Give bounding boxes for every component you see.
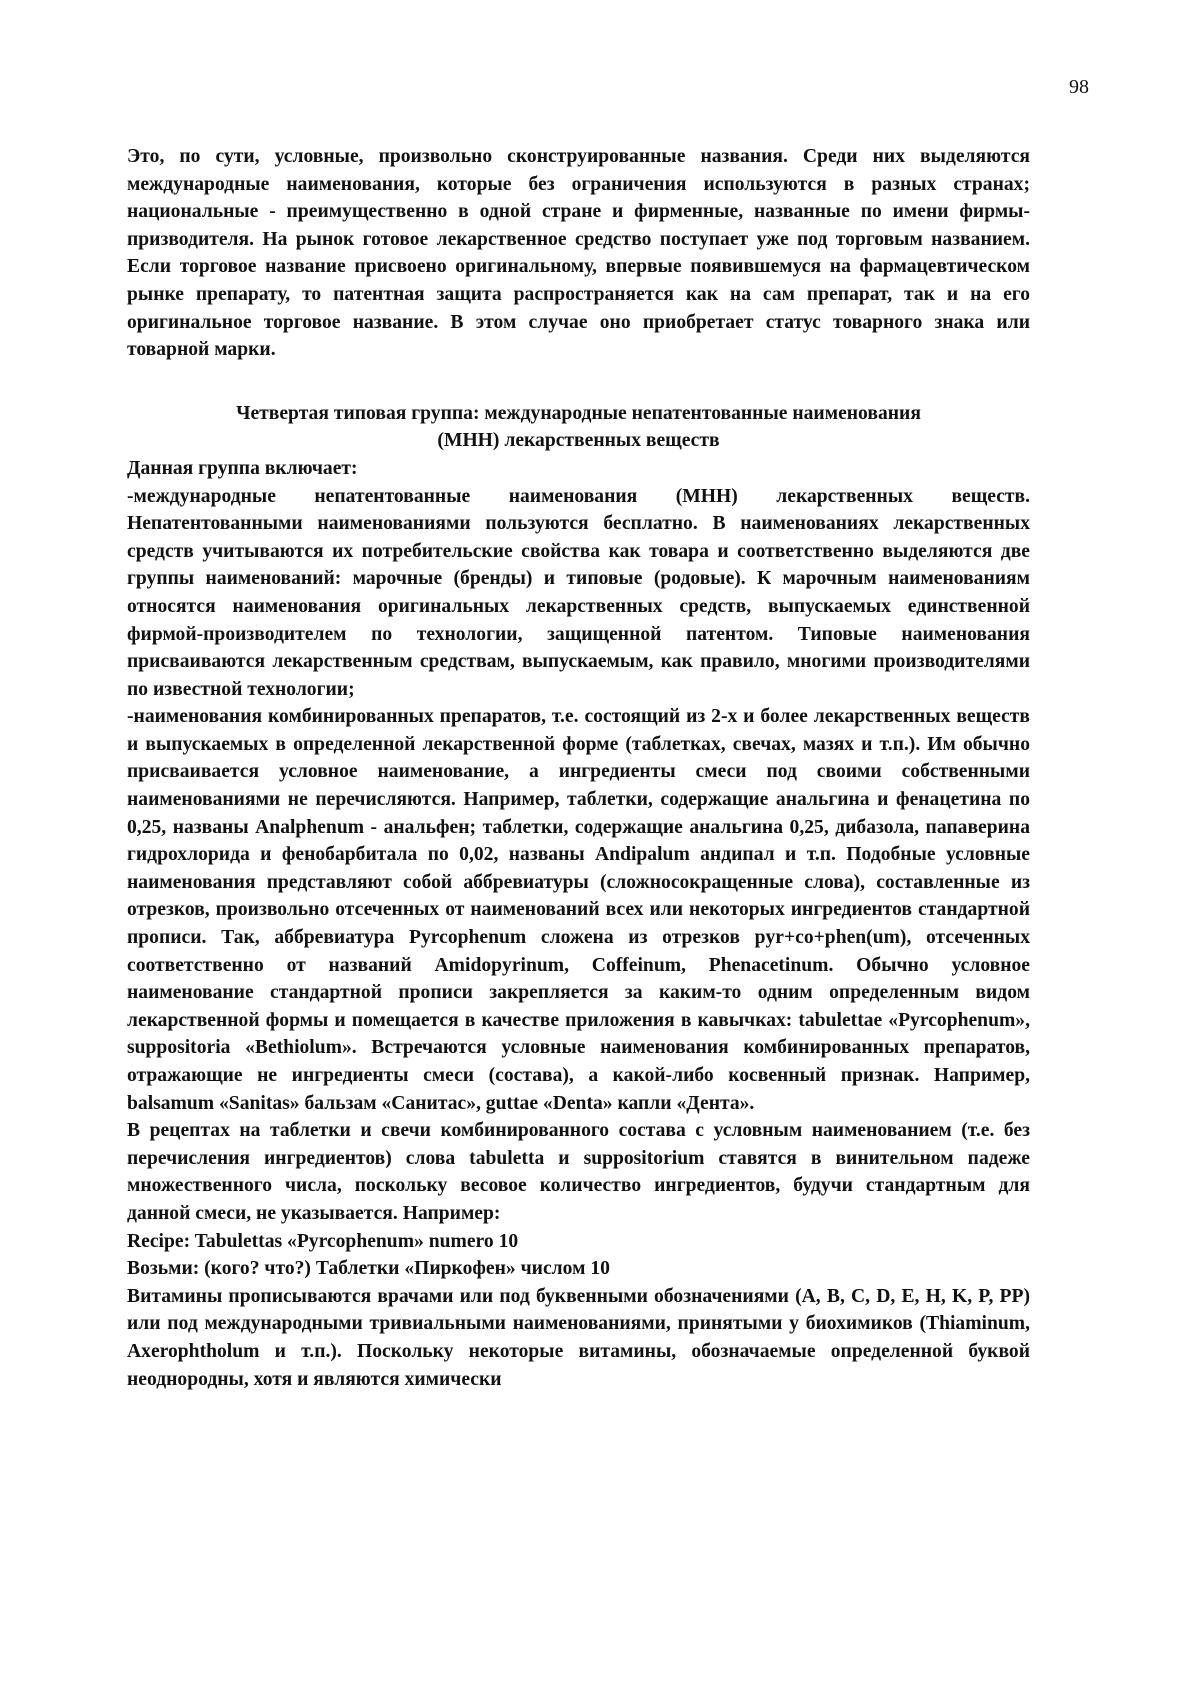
recipe-russian: Возьми: (кого? что?) Таблетки «Пиркофен» числом 10 (127, 1258, 610, 1280)
intro-paragraph: Это, по сути, условные, произвольно сконструированные названия. Среди них выделяются международные наименования, которые без ограничения используются в разных странах; национальные - преимущественно в одной стране и фирменные, названные по имени фирмы-призводителя. На рынок готовое лекарственное средство поступает уже под торговым названием. Если торговое название присвоено оригинальному, впервые появившемуся на фармацевтическом рынке препарату, то патентная защита распространяется как на сам препарат, так и на его оригинальное торговое название. В этом случае оно приобретает статус товарного знака или товарной марки. (127, 146, 1030, 361)
vitamins-paragraph: Витамины прописываются врачами или под буквенными обозначениями (А, В, С, D, E, H, K, P, PP) или под международными тривиальными наименованиями, принятыми у биохимиков (Thiaminum, Axerophtholum и т.п.). Поскольку некоторые витамины, обозначаемые определенной буквой неоднородны, хотя и являются химически (127, 1285, 1030, 1390)
list-item-combined: -наименования комбинированных препаратов, т.е. состоящий из 2-х и более лекарственных веществ и выпускаемых в определенной лекарственной форме (таблетках, свечах, мазях и т.п.). Им обычно присваивается условное наименование, а ингредиенты смеси под своими собственными наименованиями не перечисляются. Например, таблетки, содержащие анальгина и фенацетина по 0,25, названы Analphenum - анальфен; таблетки, содержащие анальгина 0,25, дибазола, папаверина гидрохлорида и фенобарбитала по 0,02, названы Andipalum андипал и т.п. Подобные условные наименования представляют собой аббревиатуры (сложносокращенные слова), составленные из отрезков, произвольно отсеченных от наименований всех или некоторых ингредиентов стандартной прописи. Так, аббревиатура Pyrcophenum сложена из отрезков pyr+co+phen(um), отсеченных соответственно от названий Amidopyrinum, Coffeinum, Phenacetinum. Обычно условное наименование стандартной прописи закрепляется за каким-то одним определенным видом лекарственной формы и помещается в качестве приложения в кавычках: tabulettae «Pyrcophenum», suppositoria «Bethiolum». Встречаются условные наименования комбинированных препаратов, отражающие не ингредиенты смеси (состава), а какой-либо косвенный признак. Например, balsamum «Sanitas» бальзам «Санитас», guttae «Denta» капли «Дента». (127, 706, 1030, 1114)
section-heading-line-1: Четвертая типовая группа: международные непатентованные наименования (236, 402, 921, 424)
section-heading (127, 400, 1030, 455)
page-number: 98 (1069, 76, 1089, 98)
recipes-paragraph: В рецептах на таблетки и свечи комбинированного состава с условным наименованием (т.е. без перечисления ингредиентов) слова tabuletta и suppositorium ставятся в винительном падеже множественного числа, поскольку весовое количество ингредиентов, будучи стандартным для данной смеси, не указывается. Например: (127, 1120, 1030, 1224)
list-item-mnn: -международные непатентованные наименования (МНН) лекарственных веществ. Непатентованными наименованиями пользуются бесплатно. В наименованиях лекарственных средств учитываются их потребительские свойства как товара и соответственно выделяются две группы наименований: марочные (бренды) и типовые (родовые). К марочным наименованиям относятся наименования оригинальных лекарственных средств, выпускаемых единственной фирмой-производителем по технологии, защищенной патентом. Типовые наименования присваиваются лекарственным средствам, выпускаемым, как правило, многими производителями по известной технологии; (127, 485, 1030, 700)
section-heading-line-2: (МНН) лекарственных веществ (437, 430, 720, 452)
recipe-latin: Recipe: Tabulettas «Pyrcophenum» numero 10 (127, 1230, 519, 1252)
document-body (127, 143, 1030, 1393)
group-intro: Данная группа включает: (127, 457, 358, 479)
